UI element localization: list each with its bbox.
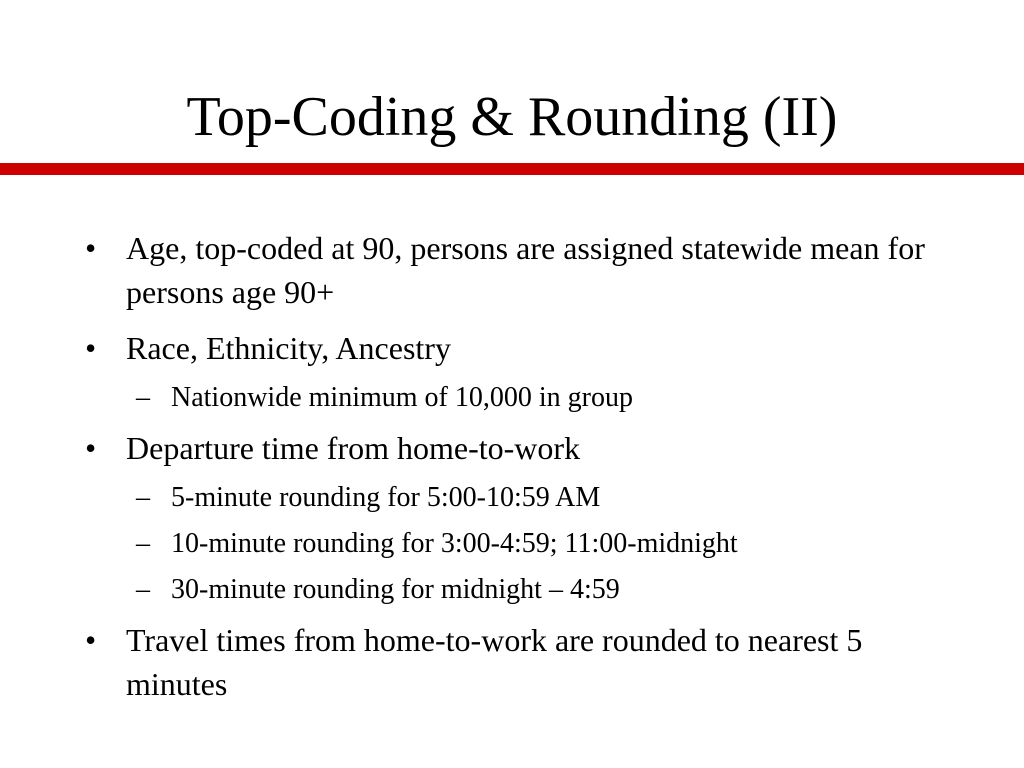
bullet-marker: • [85,430,97,466]
bullet-item [85,426,945,470]
sub-bullet-text: 5-minute rounding for 5:00-10:59 AM [171,482,601,513]
bullet-text: Race, Ethnicity, Ancestry [126,330,451,366]
sub-bullet-marker: – [136,382,150,413]
bullet-text: Travel times from home-to-work are rounded to nearest 5 minutes [126,622,863,702]
sub-bullet-marker: – [136,482,150,513]
bullet-marker: • [85,622,97,658]
sub-bullet-item [85,380,945,416]
sub-bullet-item [85,480,945,516]
sub-bullet-text: 10-minute rounding for 3:00-4:59; 11:00-midnight [171,528,738,559]
sub-bullet-marker: – [136,528,150,559]
sub-bullet-text: Nationwide minimum of 10,000 in group [171,382,633,413]
bullet-item [85,326,945,370]
title-divider [0,163,1024,175]
bullet-marker: • [85,230,97,266]
bullet-item [85,618,945,706]
sub-bullet-text: 30-minute rounding for midnight – 4:59 [171,574,620,605]
bullet-list [85,226,945,706]
sub-bullet-marker: – [136,574,150,605]
sub-bullet-item [85,572,945,608]
bullet-item [85,226,945,314]
sub-bullet-item [85,526,945,562]
bullet-text: Departure time from home-to-work [126,430,581,466]
bullet-text: Age, top-coded at 90, persons are assigned statewide mean for persons age 90+ [126,230,925,310]
bullet-marker: • [85,330,97,366]
slide-title: Top-Coding & Rounding (II) [186,86,838,148]
